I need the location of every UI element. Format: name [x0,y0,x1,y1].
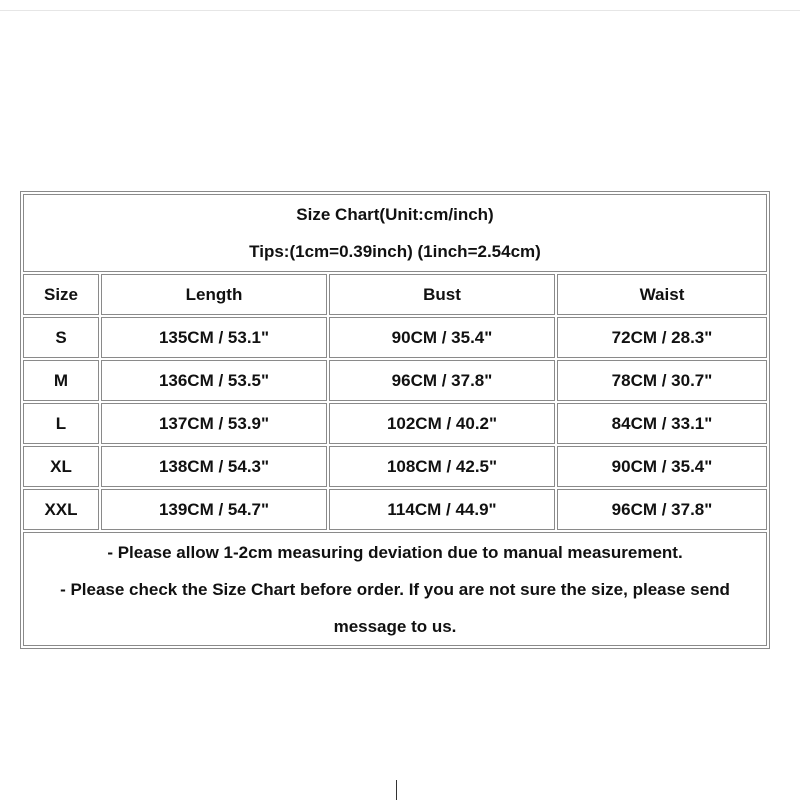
size-cell: L [23,403,99,444]
column-header-length: Length [101,274,327,315]
column-header-size: Size [23,274,99,315]
size-chart-title: Size Chart(Unit:cm/inch) [296,205,494,224]
column-header-waist: Waist [557,274,767,315]
size-cell: XL [23,446,99,487]
length-cell: 136CM / 53.5" [101,360,327,401]
waist-cell: 78CM / 30.7" [557,360,767,401]
waist-cell: 90CM / 35.4" [557,446,767,487]
table-row [23,489,767,530]
notes-cell [23,532,767,646]
note-measuring-deviation: - Please allow 1-2cm measuring deviation due to manual measurement. [107,542,683,562]
column-header-row [23,274,767,315]
table-row [23,403,767,444]
waist-cell: 96CM / 37.8" [557,489,767,530]
text-cursor [396,780,397,800]
table-header-cell [23,194,767,272]
bust-cell: 96CM / 37.8" [329,360,555,401]
size-chart-tips: Tips:(1cm=0.39inch) (1inch=2.54cm) [249,242,541,261]
waist-cell: 72CM / 28.3" [557,317,767,358]
length-cell: 138CM / 54.3" [101,446,327,487]
table-row [23,446,767,487]
bust-cell: 102CM / 40.2" [329,403,555,444]
length-cell: 135CM / 53.1" [101,317,327,358]
size-cell: XXL [23,489,99,530]
length-cell: 139CM / 54.7" [101,489,327,530]
table-row [23,360,767,401]
size-cell: M [23,360,99,401]
top-divider [0,0,800,11]
note-check-size-chart: - Please check the Size Chart before order. If you are not sure the size, please send message to us. [60,579,730,636]
size-chart-table [20,191,770,649]
bust-cell: 114CM / 44.9" [329,489,555,530]
bust-cell: 108CM / 42.5" [329,446,555,487]
column-header-bust: Bust [329,274,555,315]
length-cell: 137CM / 53.9" [101,403,327,444]
bust-cell: 90CM / 35.4" [329,317,555,358]
size-cell: S [23,317,99,358]
waist-cell: 84CM / 33.1" [557,403,767,444]
table-row [23,317,767,358]
